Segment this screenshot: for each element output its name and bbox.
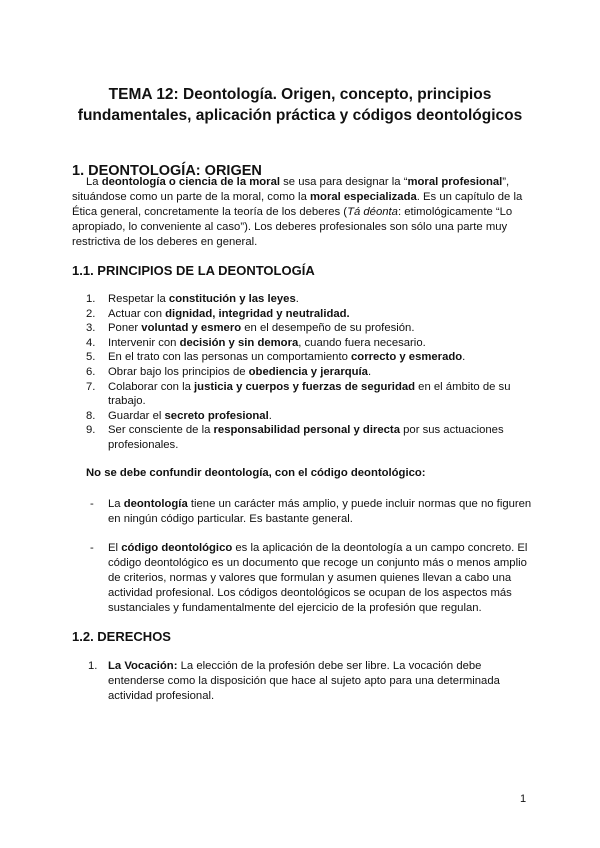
list-item [72,409,530,424]
list-number: 4. [86,336,96,349]
dash-item-deontologia [72,497,534,527]
intro-bold-3: moral especializada [310,191,417,203]
list-bold: secreto profesional [164,409,269,422]
list-text: Actuar con [108,307,166,320]
principles-list [72,292,530,453]
list-text: Respetar la [108,293,169,305]
list-text: por sus actuaciones profesionales. [108,424,504,451]
section-heading-derechos: 1.2. DERECHOS [72,629,171,644]
list-item [72,350,530,365]
list-text: Ser consciente de la [108,424,214,437]
section-heading-origen: 1. DEONTOLOGÍA: ORIGEN [72,163,262,179]
intro-italic-1: Tá déonta [347,206,398,218]
list-number: 7. [86,380,96,393]
dash-text [108,497,534,527]
list-text: en el ámbito de su trabajo. [108,380,511,408]
intro-paragraph [72,175,534,250]
list-item [72,292,530,307]
list-item [72,423,530,452]
dash-mark: - [90,498,94,510]
list-text: . [295,293,299,305]
section-heading-principios: 1.1. PRINCIPIOS DE LA DEONTOLOGÍA [72,263,315,278]
list-text: , cuando fuera necesario. [298,336,426,349]
intro-bold-2: moral profesional [407,176,503,188]
dash-text-pre: El [108,542,122,554]
list-text: en el desempeño de su profesión. [241,322,415,335]
list-bold: constitución y las leyes [168,293,296,305]
intro-text-3: ”, situándose como un parte de la moral, como la [72,176,510,203]
list-item [72,380,530,409]
derechos-item-vocacion [72,659,530,704]
list-number: 8. [86,409,96,422]
list-number: 3. [86,322,96,335]
list-bold: decisión y sin demora [179,336,299,349]
list-item [72,365,530,380]
dash-text-bold: deontología [123,498,188,510]
list-bold: obediencia y jerarquía [248,365,368,378]
list-text: Obrar bajo los principios de [108,365,249,378]
dash-text [108,541,534,616]
list-item [72,321,530,336]
list-bold: correcto y esmerado [351,351,463,364]
list-number: 5. [86,351,96,364]
dash-item-codigo [72,541,534,616]
list-number: 1. [86,293,96,305]
list-number: 9. [86,424,96,437]
dash-mark: - [90,542,94,554]
document-title: TEMA 12: Deontología. Origen, concepto, principios fundamentales, aplicación práctica y códigos deontológicos [77,86,523,124]
intro-text-4: . Es un capítulo de la Ética general, concretamente la teoría de los deberes ( [72,191,523,218]
dash-text-post: es la aplicación de la deontología a un campo concreto. El código deontológico es un documento que recoge un conjunto más o menos amplio de criterios, normas y valores que formulan y asumen quienes llevan a cabo una actividad profesional. Los códigos deontológicos se ocupan de los aspectos más sustanciales y fundamentalmente del ejercicio de la profesión que regulan. [108,542,528,614]
list-bold: justicia y cuerpos y fuerzas de seguridad [194,380,416,393]
list-number: 1. [88,660,98,672]
list-text: . [462,351,466,364]
list-text: En el trato con las personas un comportamiento [108,351,352,364]
list-bold: voluntad y esmero [141,322,242,335]
list-text: . [268,409,272,422]
dash-text-post: tiene un carácter más amplio, y puede incluir normas que no figuren en ningún código particular. Es bastante general. [108,498,532,525]
list-text: . [367,365,372,378]
intro-text-1: La [86,176,102,188]
list-number: 6. [86,365,96,378]
derechos-text [108,659,530,704]
intro-text-2: se usa para designar la “ [280,176,408,188]
list-bold: dignidad, integridad y neutralidad. [165,307,350,320]
list-number: 2. [86,307,96,320]
derechos-bold: La Vocación: [108,660,178,672]
list-bold: responsabilidad personal y directa [213,424,400,437]
notice-text: No se debe confundir deontología, con el código deontológico: [86,467,426,479]
list-text: Poner [108,322,142,335]
derechos-post: La elección de la profesión debe ser libre. La vocación debe entenderse como la disposición que hace al sujeto apto para una determinada actividad profesional. [108,660,500,702]
dash-text-bold: código deontológico [121,542,233,554]
dash-text-pre: La [108,498,124,510]
intro-text-5: : etimológicamente “Lo apropiado, lo conveniente al caso”). Los deberes profesionales son sólo una parte muy restrictiva de los deberes en general. [72,206,513,248]
list-item [72,336,530,351]
intro-bold-1: deontología o ciencia de la moral [101,176,280,188]
list-text: Guardar el [108,409,165,422]
list-text: Intervenir con [108,336,180,349]
list-text: Colaborar con la [108,380,195,393]
page-number: 1 [520,793,527,805]
list-item [72,307,530,322]
